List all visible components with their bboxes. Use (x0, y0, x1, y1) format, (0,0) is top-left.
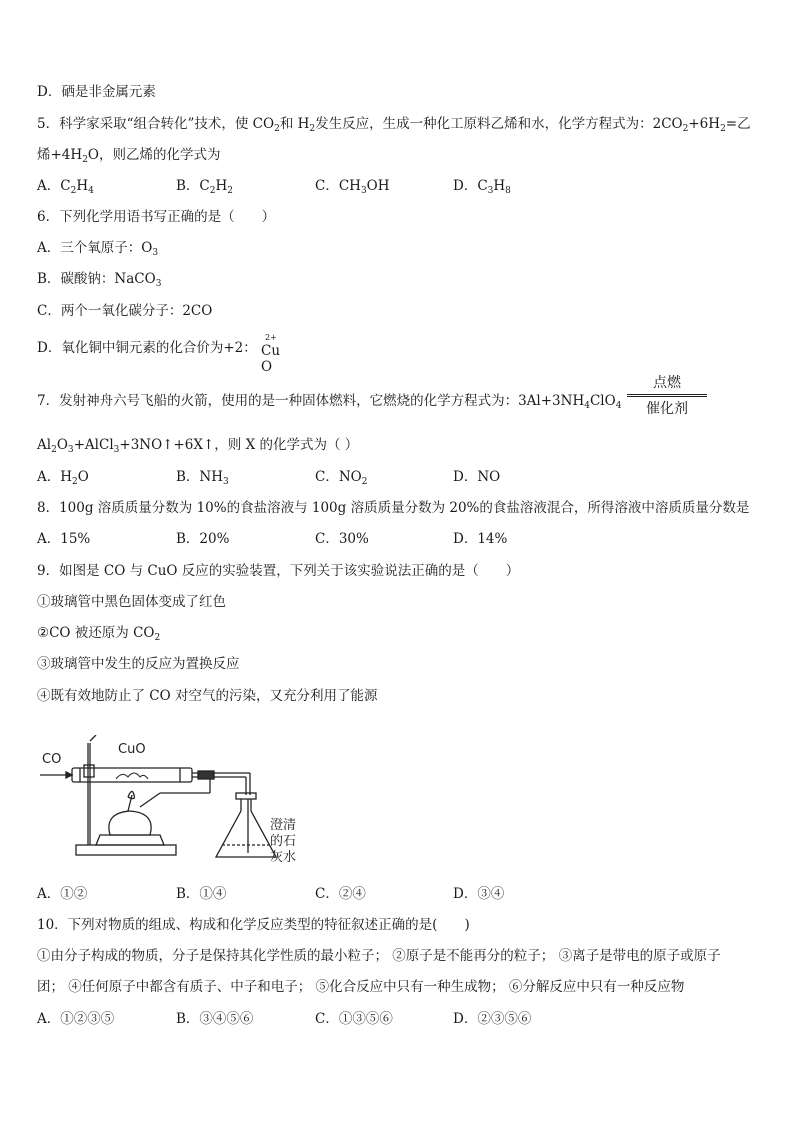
q10-stem: 10．下列对物质的组成、构成和化学反应类型的特征叙述正确的是( ) (37, 917, 470, 933)
q7-option-a[interactable]: A．$H_2O$ (37, 469, 89, 487)
q10-statements-line1: ①由分子构成的物质，分子是保持其化学性质的最小粒子； ②原子是不能再分的粒子； ③离子是带电的原子或原子 (37, 948, 721, 964)
figure-label-limewater-1: 澄清 (270, 818, 297, 833)
q6-option-b[interactable]: B．碳酸钠：NaCO$_3$ (37, 271, 162, 289)
q8-option-d[interactable]: D．14% (453, 531, 508, 547)
q7-stem-line1: 7．发射神舟六号飞船的火箭，使用的是一种固体燃料，它燃烧的化学方程式为：$3Al+3NH_4ClO_4$ (37, 393, 622, 411)
q6-d-valence-formula: 2+ Cu O (261, 333, 281, 375)
q8-option-a[interactable]: A．15% (37, 531, 91, 547)
q10-statements-line2: 团； ④任何原子中都含有质子、中子和电子； ⑤化合反应中只有一种生成物； ⑥分解反应中只有一种反应物 (37, 979, 685, 995)
co-cuo-apparatus-figure (40, 735, 310, 870)
q9-statement-3: ③玻璃管中发生的反应为置换反应 (37, 656, 240, 672)
q4-option-d: D．硒是非金属元素 (37, 84, 156, 100)
q9-option-d[interactable]: D．③④ (453, 886, 505, 902)
q9-stem: 9．如图是 CO 与 CuO 反应的实验装置，下列关于该实验说法正确的是（ ） (37, 563, 520, 579)
q10-option-d[interactable]: D．②③⑤⑥ (453, 1011, 532, 1027)
q7-stem-line2: $Al_2O_3+AlCl_3+3NO↑+6X↑$，则 X 的化学式为（ ） (37, 437, 359, 455)
q7-reaction-condition: 点燃 催化剂 (627, 372, 707, 422)
q5-stem-line2: 烯$+4H_2O$，则乙烯的化学式为 (37, 147, 221, 165)
q9-option-c[interactable]: C．②④ (315, 886, 366, 902)
q10-option-a[interactable]: A．①②③⑤ (37, 1011, 115, 1027)
q10-option-c[interactable]: C．①③⑤⑥ (315, 1011, 393, 1027)
q7-option-c[interactable]: C．$NO_2$ (315, 469, 368, 487)
q6-option-d[interactable]: D．氧化铜中铜元素的化合价为+2： (37, 340, 257, 356)
q9-option-a[interactable]: A．①② (37, 886, 88, 902)
figure-label-limewater-2: 的石 (270, 834, 297, 849)
figure-label-limewater-3: 灰水 (270, 850, 297, 865)
q9-statement-1: ①玻璃管中黑色固体变成了红色 (37, 594, 226, 610)
q8-option-b[interactable]: B．20% (176, 531, 230, 547)
q6-option-c[interactable]: C．两个一氧化碳分子：2CO (37, 303, 213, 319)
q5-option-d[interactable]: D．$C_3H_8$ (453, 178, 511, 196)
q9-statement-2: ②CO 被还原为 $CO_2$ (37, 625, 161, 643)
q7-option-b[interactable]: B．$NH_3$ (176, 469, 229, 487)
q8-option-c[interactable]: C．30% (315, 531, 369, 547)
figure-label-cuo: CuO (118, 742, 146, 757)
q5-option-b[interactable]: B．$C_2H_2$ (176, 178, 233, 196)
q5-option-c[interactable]: C．$CH_3OH$ (315, 178, 390, 196)
q9-statement-4: ④既有效地防止了 CO 对空气的污染，又充分利用了能源 (37, 688, 378, 704)
q7-option-d[interactable]: D．NO (453, 469, 501, 485)
q10-option-b[interactable]: B．③④⑤⑥ (176, 1011, 254, 1027)
q9-option-b[interactable]: B．①④ (176, 886, 227, 902)
q5-stem-line1: 5．科学家采取“组合转化”技术，使 $CO_2$和 $H_2$发生反应，生成一种化工原料乙烯和水，化学方程式为：$2CO_2+6H_2=$乙 (37, 116, 751, 134)
q5-option-a[interactable]: A．$C_2H_4$ (37, 178, 94, 196)
q6-option-a[interactable]: A．三个氧原子：$O_3$ (37, 240, 159, 258)
figure-label-co: CO (42, 752, 62, 767)
q6-stem: 6．下列化学用语书写正确的是（ ） (37, 209, 276, 225)
q8-stem: 8．100g 溶质质量分数为 10%的食盐溶液与 100g 溶质质量分数为 20%的食盐溶液混合，所得溶液中溶质质量分数是 (37, 500, 750, 516)
